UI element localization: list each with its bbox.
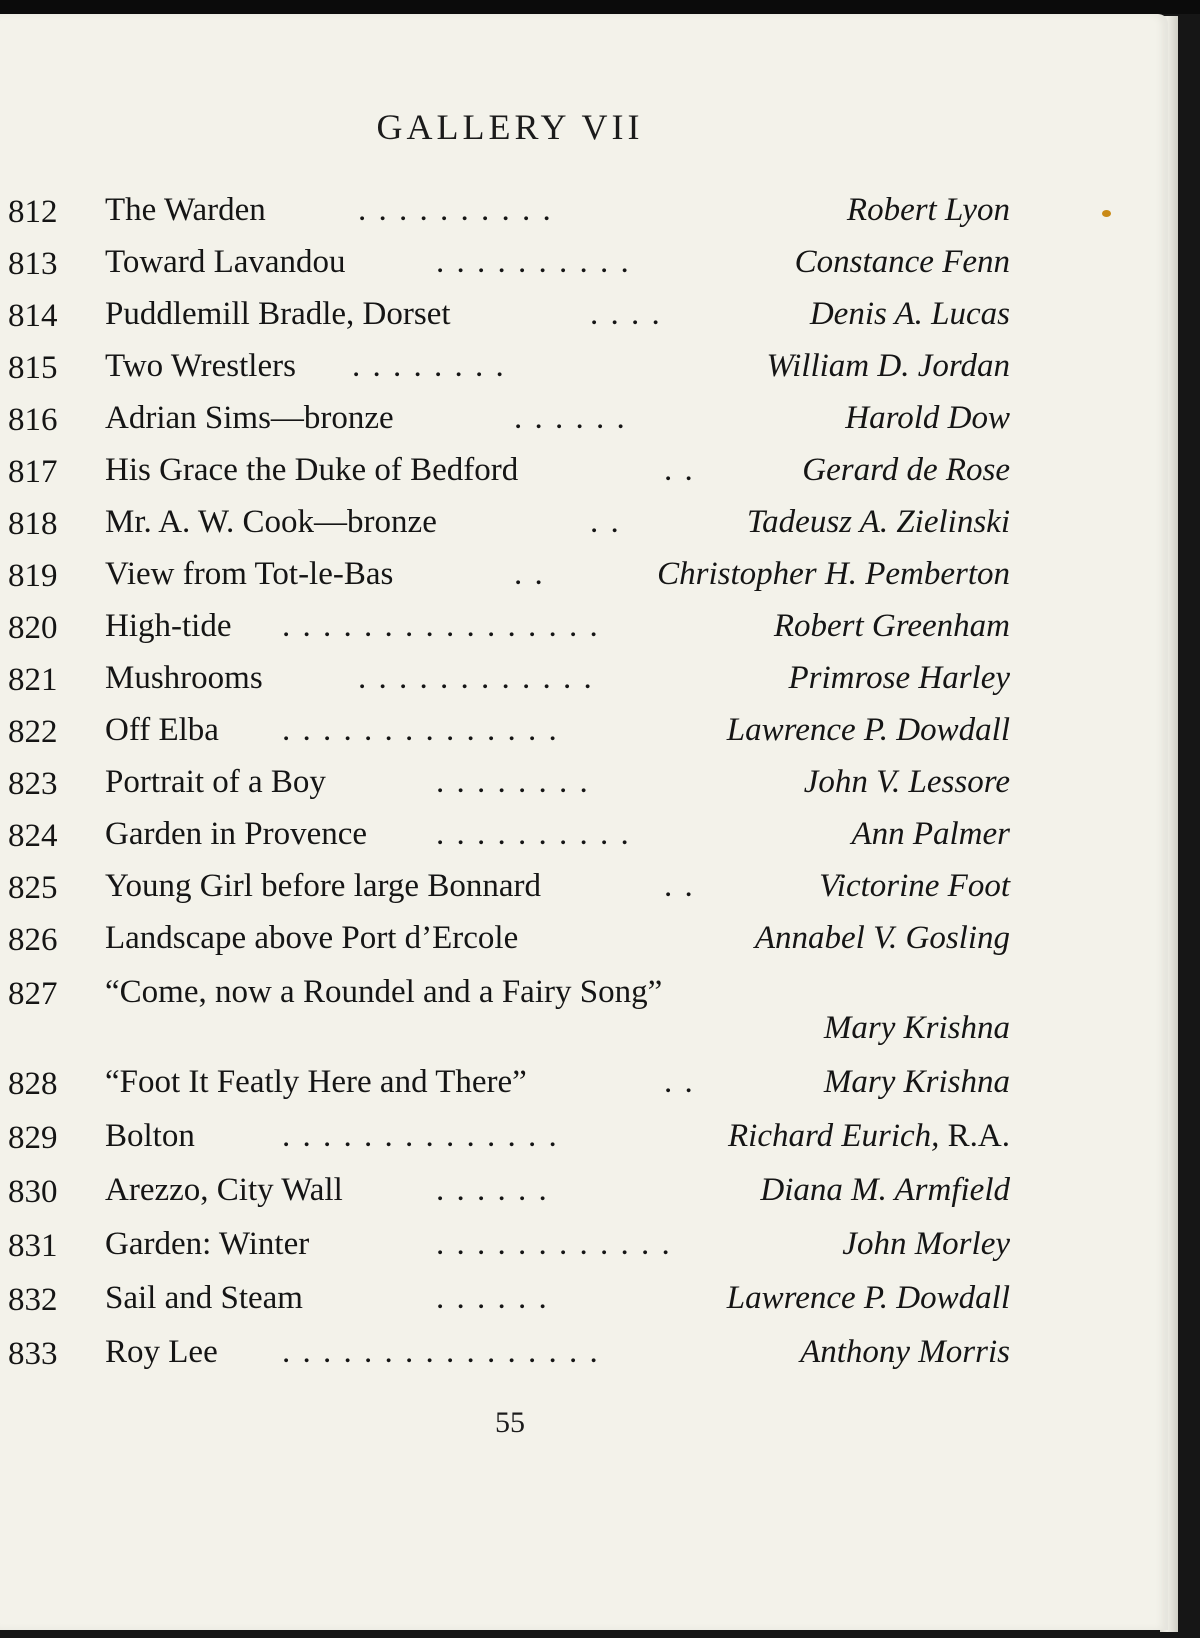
- catalogue-entry: [0, 192, 1010, 236]
- artist-name: Mary Krishna: [823, 1064, 1010, 1100]
- artist-name: Tadeusz A. Zielinski: [746, 504, 1010, 540]
- artist-name: Victorine Foot: [819, 868, 1010, 904]
- catalogue-entry: [0, 660, 1010, 704]
- entry-artist: [774, 608, 1010, 645]
- artist-name: Harold Dow: [845, 400, 1010, 436]
- artist-name: Robert Greenham: [773, 608, 1010, 644]
- artist-name: Primrose Harley: [788, 660, 1010, 696]
- dot-leader: . . . . . . . . . .: [436, 816, 631, 852]
- entry-artist: [760, 1172, 1010, 1209]
- entry-title: Garden: Winter: [105, 1226, 310, 1262]
- artist-name: Anthony Morris: [800, 1334, 1010, 1370]
- catalogue-entry: [0, 712, 1010, 756]
- catalogue-entry: [0, 1226, 1010, 1270]
- dot-leader: . . . . . . . . . . . . . .: [282, 1118, 559, 1154]
- entry-artist: [802, 452, 1010, 489]
- entry-number: 817: [8, 454, 58, 490]
- entry-artist: [766, 348, 1010, 385]
- entry-number: 826: [8, 922, 58, 958]
- dot-leader: . . . . . . . . . .: [436, 244, 631, 280]
- catalogue-entry: [0, 1064, 1010, 1108]
- gallery-heading: GALLERY VII: [376, 107, 644, 147]
- catalogue-entry: [0, 504, 1010, 548]
- artist-name: Richard Eurich,: [728, 1118, 940, 1154]
- entry-title: His Grace the Duke of Bedford: [105, 452, 519, 488]
- entry-artist: [804, 764, 1010, 801]
- page-number: 55: [495, 1406, 525, 1439]
- entry-title: Puddlemill Bradle, Dorset: [105, 296, 451, 332]
- entry-title: Arezzo, City Wall: [105, 1172, 343, 1208]
- catalogue-entry: [0, 452, 1010, 496]
- artist-name: Ann Palmer: [851, 816, 1010, 852]
- entry-artist: [795, 244, 1010, 281]
- catalogue-entry: [0, 556, 1010, 600]
- entry-number: 832: [8, 1282, 58, 1318]
- entry-number: 827: [8, 976, 58, 1012]
- entry-title: Bolton: [105, 1118, 195, 1154]
- dot-leader: . . . . . .: [514, 400, 627, 436]
- entry-title: View from Tot-le-Bas: [105, 556, 394, 592]
- catalogue-entry: [0, 1280, 1010, 1324]
- entry-title: The Warden: [105, 192, 266, 228]
- dot-leader: . . . . . . . . . . . . . . . .: [282, 608, 600, 644]
- entry-artist: [727, 1280, 1010, 1317]
- entry-artist: [824, 1064, 1010, 1101]
- entry-title: Mr. A. W. Cook—bronze: [105, 504, 437, 540]
- entry-artist: [755, 920, 1010, 957]
- catalogue-entry: [0, 974, 1010, 1062]
- entry-artist: [842, 1226, 1010, 1263]
- entry-number: 815: [8, 350, 58, 386]
- entry-title: “Come, now a Roundel and a Fairy Song”: [105, 974, 663, 1010]
- dot-leader: . . . . . . . . . . . .: [358, 660, 594, 696]
- artist-name: Denis A. Lucas: [809, 296, 1010, 332]
- catalogue-entry: [0, 608, 1010, 652]
- entry-artist: [810, 296, 1010, 333]
- artist-name: Christopher H. Pemberton: [657, 556, 1010, 592]
- entry-title: High-tide: [105, 608, 232, 644]
- entry-title: “Foot It Featly Here and There”: [105, 1064, 527, 1100]
- entry-number: 833: [8, 1336, 58, 1372]
- entry-title: Adrian Sims—bronze: [105, 400, 394, 436]
- entry-artist: [789, 660, 1011, 697]
- entry-title: Off Elba: [105, 712, 219, 748]
- artist-name: William D. Jordan: [766, 348, 1010, 384]
- catalogue-entry: [0, 920, 1010, 964]
- entry-number: 821: [8, 662, 58, 698]
- artist-name: Annabel V. Gosling: [754, 920, 1010, 956]
- entry-number: 822: [8, 714, 58, 750]
- dot-leader: . .: [590, 504, 621, 540]
- dot-leader: . . . . . . . .: [436, 764, 590, 800]
- entry-artist: [819, 868, 1010, 905]
- entry-number: 824: [8, 818, 58, 854]
- entry-number: 828: [8, 1066, 58, 1102]
- catalogue-entry: [0, 348, 1010, 392]
- entry-title: Sail and Steam: [105, 1280, 303, 1316]
- catalogue-entry: [0, 764, 1010, 808]
- entry-title: Toward Lavandou: [105, 244, 346, 280]
- entry-artist: [800, 1334, 1010, 1371]
- catalogue-entry: [0, 816, 1010, 860]
- catalogue-entry: [0, 1172, 1010, 1216]
- artist-honour: R.A.: [939, 1118, 1010, 1154]
- artist-name: John V. Lessore: [803, 764, 1010, 800]
- ink-speck: [1102, 210, 1111, 217]
- artist-name: John Morley: [842, 1226, 1010, 1262]
- catalogue-entry: [0, 244, 1010, 288]
- entry-number: 812: [8, 194, 58, 230]
- artist-name: Gerard de Rose: [802, 452, 1010, 488]
- dot-leader: . . . . . .: [436, 1172, 549, 1208]
- entry-title: Portrait of a Boy: [105, 764, 326, 800]
- dot-leader: . . . . . . . . . .: [358, 192, 553, 228]
- entry-title: Young Girl before large Bonnard: [105, 868, 541, 904]
- scan-background: [0, 0, 1200, 14]
- entry-artist: [728, 1118, 1010, 1155]
- entry-number: 831: [8, 1228, 58, 1264]
- dot-leader: . .: [664, 452, 695, 488]
- catalogue-entry: [0, 296, 1010, 340]
- entry-title: Landscape above Port d’Ercole: [105, 920, 519, 956]
- dot-leader: . . . . . .: [436, 1280, 549, 1316]
- entry-number: 816: [8, 402, 58, 438]
- dot-leader: . . . . . . . . . . . . . .: [282, 712, 559, 748]
- entry-number: 820: [8, 610, 58, 646]
- artist-name: Lawrence P. Dowdall: [726, 1280, 1010, 1316]
- entry-number: 814: [8, 298, 58, 334]
- catalogue-page: [0, 14, 1168, 1630]
- entry-title: Roy Lee: [105, 1334, 218, 1370]
- entry-title: Mushrooms: [105, 660, 263, 696]
- entry-number: 823: [8, 766, 58, 802]
- entry-number: 813: [8, 246, 58, 282]
- entry-number: 818: [8, 506, 58, 542]
- artist-name: Diana M. Armfield: [760, 1172, 1010, 1208]
- dot-leader: . . . . . . . . . . . . . . . .: [282, 1334, 600, 1370]
- dot-leader: . . . . . . . .: [352, 348, 506, 384]
- catalogue-entry: [0, 1118, 1010, 1162]
- entry-artist: [851, 816, 1010, 853]
- catalogue-entry: [0, 400, 1010, 444]
- entry-artist: [747, 504, 1010, 541]
- dot-leader: . .: [514, 556, 545, 592]
- entry-number: 829: [8, 1120, 58, 1156]
- entry-artist: [727, 712, 1010, 749]
- dot-leader: . . . . . . . . . . . .: [436, 1226, 672, 1262]
- catalogue-entry: [0, 1334, 1010, 1378]
- catalogue-entry: [0, 868, 1010, 912]
- dot-leader: . .: [664, 1064, 695, 1100]
- entry-number: 830: [8, 1174, 58, 1210]
- entry-artist: [847, 192, 1010, 229]
- entry-title: Two Wrestlers: [105, 348, 296, 384]
- entry-artist: [657, 556, 1010, 593]
- entry-artist: [845, 400, 1010, 437]
- entry-title: Garden in Provence: [105, 816, 368, 852]
- artist-name: Lawrence P. Dowdall: [726, 712, 1010, 748]
- artist-name: Robert Lyon: [846, 192, 1010, 228]
- entry-number: 825: [8, 870, 58, 906]
- entry-number: 819: [8, 558, 58, 594]
- artist-name: Constance Fenn: [794, 244, 1010, 280]
- dot-leader: . . . .: [590, 296, 662, 332]
- artist-name: Mary Krishna: [823, 1010, 1010, 1046]
- dot-leader: . .: [664, 868, 695, 904]
